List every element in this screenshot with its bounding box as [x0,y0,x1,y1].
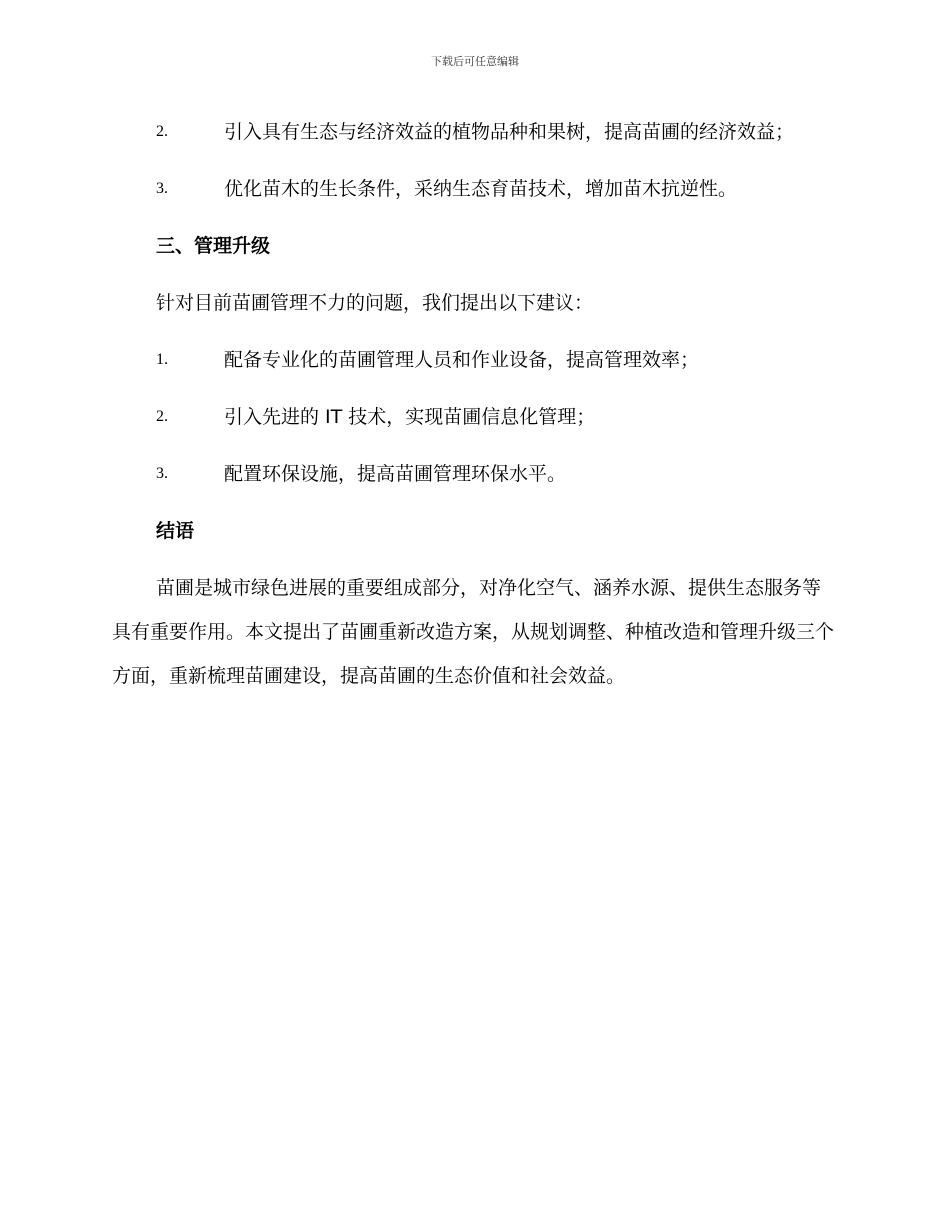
conclusion-paragraph: 苗圃是城市绿色进展的重要组成部分，对净化空气、涵养水源、提供生态服务等具有重要作用。本文提出了苗圃重新改造方案，从规划调整、种植改造和管理升级三个方面，重新梳理苗圃建设，提高苗圃的生态价值和社会效益。 [112,577,835,687]
section-intro: 针对目前苗圃管理不力的问题，我们提出以下建议： [156,292,594,314]
list-text: 优化苗木的生长条件，采纳生态育苗技术，增加苗木抗逆性。 [224,178,738,200]
list-text: 引入先进的 IT 技术，实现苗圃信息化管理； [224,406,596,428]
document-body [112,110,838,711]
list-number: 3. [156,180,168,197]
list-number: 3. [156,465,168,482]
section-heading-conclusion: 结语 [156,520,195,542]
list-item [112,110,838,154]
page-header: 下载后可任意编辑 [431,55,519,68]
list-text: 配置环保设施，提高苗圃管理环保水平。 [224,463,567,485]
list-number: 2. [156,123,168,140]
list-number: 2. [156,408,168,425]
list-item [112,338,838,382]
list-number: 1. [156,351,168,368]
list-text: 引入具有生态与经济效益的植物品种和果树，提高苗圃的经济效益； [224,121,795,143]
list-item [112,395,838,439]
section-heading-management: 三、管理升级 [156,235,271,257]
list-item [112,452,838,496]
list-text: 配备专业化的苗圃管理人员和作业设备，提高管理效率； [224,349,700,371]
list-item [112,167,838,211]
